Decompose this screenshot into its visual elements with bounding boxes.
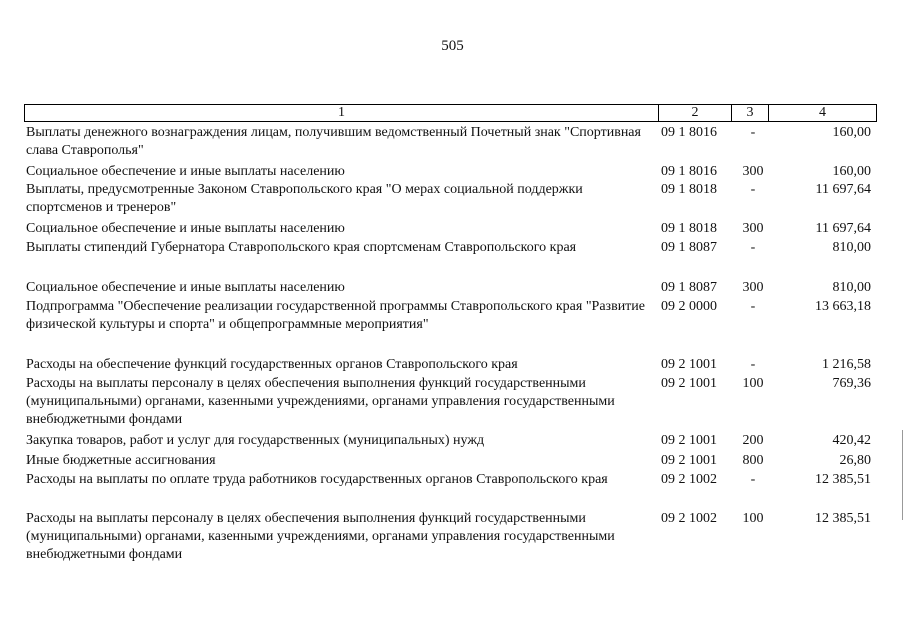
row-amount: 11 697,64	[815, 221, 871, 236]
row-description: Социальное обеспечение и иные выплаты населению	[26, 164, 345, 179]
row-amount: 12 385,51	[815, 472, 871, 487]
row-expense-type: -	[750, 357, 756, 372]
row-code: 09 2 1001	[661, 453, 717, 468]
table-header	[24, 104, 877, 122]
row-code: 09 2 0000	[661, 299, 717, 314]
row-expense-type: -	[750, 182, 756, 197]
row-description: Социальное обеспечение и иные выплаты населению	[26, 221, 345, 236]
scan-edge-mark	[902, 430, 903, 520]
row-expense-type: -	[750, 299, 756, 314]
row-expense-type: 300	[742, 164, 764, 179]
row-description: Выплаты стипендий Губернатора Ставропольского края спортсменам Ставропольского края	[26, 240, 577, 255]
row-description: Социальное обеспечение и иные выплаты населению	[26, 280, 345, 295]
row-description: Расходы на выплаты персоналу в целях обеспечения выполнения функций государственными (муниципальными) органами, казенными учреждениями, органами управления государственными внебюджетными фондами	[26, 376, 615, 427]
row-amount: 810,00	[832, 280, 871, 295]
row-expense-type: 100	[742, 511, 764, 526]
row-expense-type: 300	[742, 280, 764, 295]
row-code: 09 2 1002	[661, 511, 717, 526]
header-col-4: 4	[819, 105, 826, 120]
row-amount: 160,00	[832, 125, 871, 140]
row-amount: 160,00	[832, 164, 871, 179]
row-code: 09 1 8016	[661, 125, 717, 140]
row-code: 09 2 1001	[661, 376, 717, 391]
row-description: Расходы на обеспечение функций государственных органов Ставропольского края	[26, 357, 518, 372]
header-col-3: 3	[732, 105, 769, 121]
row-description: Расходы на выплаты персоналу в целях обеспечения выполнения функций государственными (муниципальными) органами, казенными учреждениями, органами управления государственными внебюджетными фондами	[26, 511, 615, 562]
row-code: 09 1 8087	[661, 280, 717, 295]
row-expense-type: -	[750, 240, 756, 255]
row-code: 09 1 8087	[661, 240, 717, 255]
row-amount: 26,80	[839, 453, 871, 468]
row-description: Выплаты, предусмотренные Законом Ставропольского края "О мерах социальной поддержки спортсменов и тренеров"	[26, 182, 583, 215]
row-amount: 769,36	[832, 376, 871, 391]
page-number: 505	[441, 38, 464, 54]
row-amount: 420,42	[832, 433, 871, 448]
row-expense-type: -	[750, 125, 756, 140]
row-expense-type: -	[750, 472, 756, 487]
row-amount: 1 216,58	[822, 357, 871, 372]
row-description: Выплаты денежного вознаграждения лицам, получившим ведомственный Почетный знак "Спортивная слава Ставрополья"	[26, 125, 641, 158]
row-description: Закупка товаров, работ и услуг для государственных (муниципальных) нужд	[26, 433, 485, 448]
row-description: Подпрограмма "Обеспечение реализации государственной программы Ставропольского края "Развитие физической культуры и спорта" и общепрограммные мероприятия"	[26, 299, 646, 332]
row-expense-type: 100	[742, 376, 764, 391]
row-description: Иные бюджетные ассигнования	[26, 453, 216, 468]
row-code: 09 2 1002	[661, 472, 717, 487]
header-col-1: 1	[25, 105, 659, 121]
row-amount: 810,00	[832, 240, 871, 255]
row-amount: 13 663,18	[815, 299, 871, 314]
row-code: 09 1 8018	[661, 182, 717, 197]
row-description: Расходы на выплаты по оплате труда работников государственных органов Ставропольского края	[26, 472, 608, 487]
row-code: 09 2 1001	[661, 433, 717, 448]
row-amount: 12 385,51	[815, 511, 871, 526]
row-code: 09 1 8018	[661, 221, 717, 236]
row-expense-type: 200	[742, 433, 764, 448]
row-expense-type: 800	[742, 453, 764, 468]
row-code: 09 2 1001	[661, 357, 717, 372]
header-col-2: 2	[659, 105, 732, 121]
row-expense-type: 300	[742, 221, 764, 236]
row-code: 09 1 8016	[661, 164, 717, 179]
row-amount: 11 697,64	[815, 182, 871, 197]
